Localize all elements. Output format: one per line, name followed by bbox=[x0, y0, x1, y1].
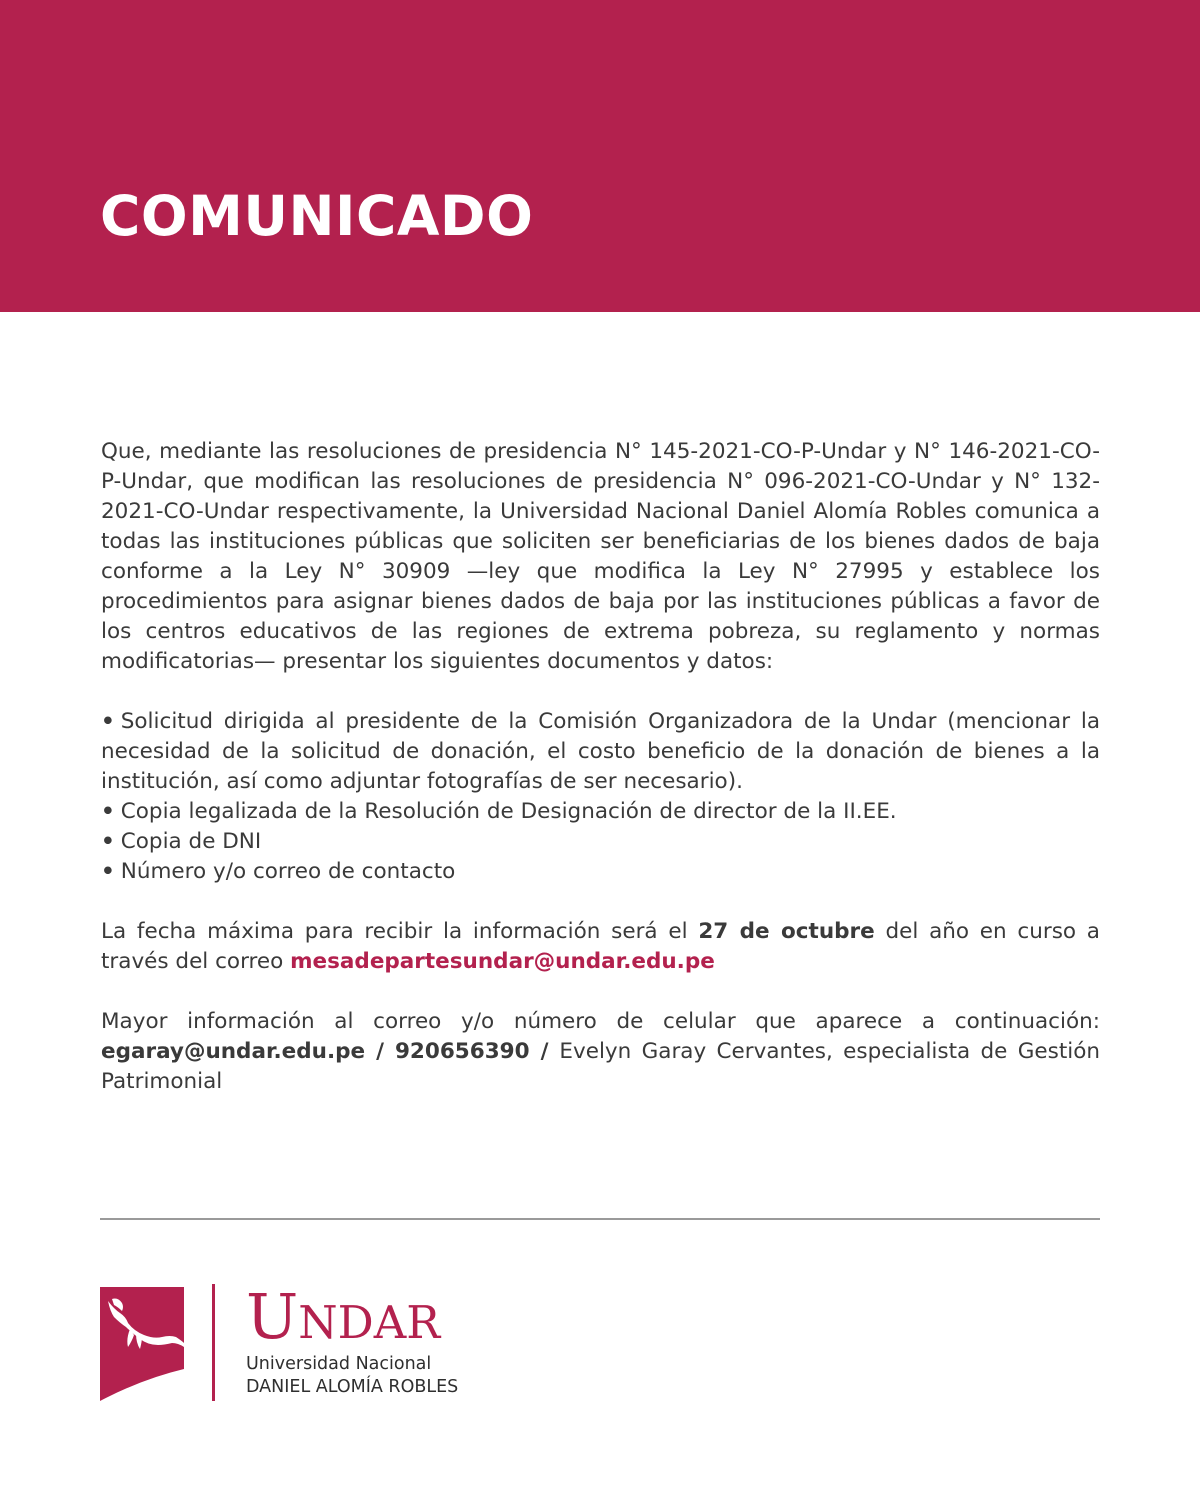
bullet-icon: • bbox=[101, 859, 115, 884]
logo-subtitle-line1: Universidad Nacional bbox=[246, 1354, 432, 1374]
deadline-date: 27 de octubre bbox=[698, 919, 875, 944]
logo-subtitle-line2: DANIEL ALOMÍA ROBLES bbox=[246, 1377, 459, 1397]
intro-paragraph: Que, mediante las resoluciones de presidencia N° 145-2021-CO-P-Undar y N° 146-2021-CO-P-Undar, que modifican las resoluciones de presidencia N° 096-2021-CO-Undar y N° 132-2021-CO-Undar respectivamente, la Universidad Nacional Daniel Alomía Robles comunica a todas las instituciones públicas que soliciten ser beneficiarias de los bienes dados de baja conforme a la Ley N° 30909 —ley que modifica la Ley N° 27995 y establece los procedimientos para asignar bienes dados de baja por las instituciones públicas a favor de los centros educativos de las regiones de extrema pobreza, su reglamento y normas modificatorias— presentar los siguientes documentos y datos: bbox=[101, 439, 1100, 674]
undar-logo bbox=[100, 1280, 520, 1404]
deadline-text-before: La fecha máxima para recibir la información será el bbox=[101, 919, 699, 944]
page-title: COMUNICADO bbox=[100, 184, 534, 248]
contact-email-link[interactable]: egaray@undar.edu.pe bbox=[101, 1039, 366, 1064]
condor-emblem-icon bbox=[100, 1287, 184, 1401]
announcement-body bbox=[101, 437, 1100, 1097]
header-banner bbox=[0, 0, 1200, 312]
deadline-text-middle: del año en curso a través del correo bbox=[101, 919, 1100, 974]
contact-paragraph bbox=[101, 1007, 1100, 1097]
list-item bbox=[101, 797, 1100, 827]
contact-intro: Mayor información al correo y/o número de celular que aparece a continuación: bbox=[101, 1009, 1100, 1034]
contact-separator: / bbox=[365, 1039, 395, 1064]
footer-divider bbox=[100, 1218, 1100, 1220]
logo-divider-bar bbox=[212, 1284, 215, 1401]
requirement-text: Copia de DNI bbox=[120, 829, 262, 854]
list-item bbox=[101, 857, 1100, 887]
bullet-icon: • bbox=[101, 829, 115, 854]
contact-phone: 920656390 bbox=[394, 1039, 530, 1064]
logo-wordmark bbox=[246, 1280, 441, 1353]
requirements-list bbox=[101, 707, 1100, 887]
logo-name-rest: NDAR bbox=[298, 1296, 441, 1349]
requirement-text: Solicitud dirigida al presidente de la Comisión Organizadora de la Undar (mencionar la necesidad de la solicitud de donación, el costo beneficio de la donación de bienes a la institución, así como adjuntar fotografías de ser necesario). bbox=[101, 709, 1100, 794]
list-item bbox=[101, 827, 1100, 857]
requirement-text: Copia legalizada de la Resolución de Designación de director de la II.EE. bbox=[120, 799, 897, 824]
contact-person: Evelyn Garay Cervantes, especialista de Gestión Patrimonial bbox=[101, 1039, 1101, 1094]
bullet-icon: • bbox=[101, 709, 115, 734]
deadline-paragraph bbox=[101, 917, 1100, 977]
contact-separator: / bbox=[529, 1039, 560, 1064]
requirement-text: Número y/o correo de contacto bbox=[120, 859, 456, 884]
logo-initial: U bbox=[246, 1280, 299, 1353]
list-item bbox=[101, 707, 1100, 797]
submission-email-link[interactable]: mesadepartesundar@undar.edu.pe bbox=[290, 949, 715, 974]
bullet-icon: • bbox=[101, 799, 115, 824]
